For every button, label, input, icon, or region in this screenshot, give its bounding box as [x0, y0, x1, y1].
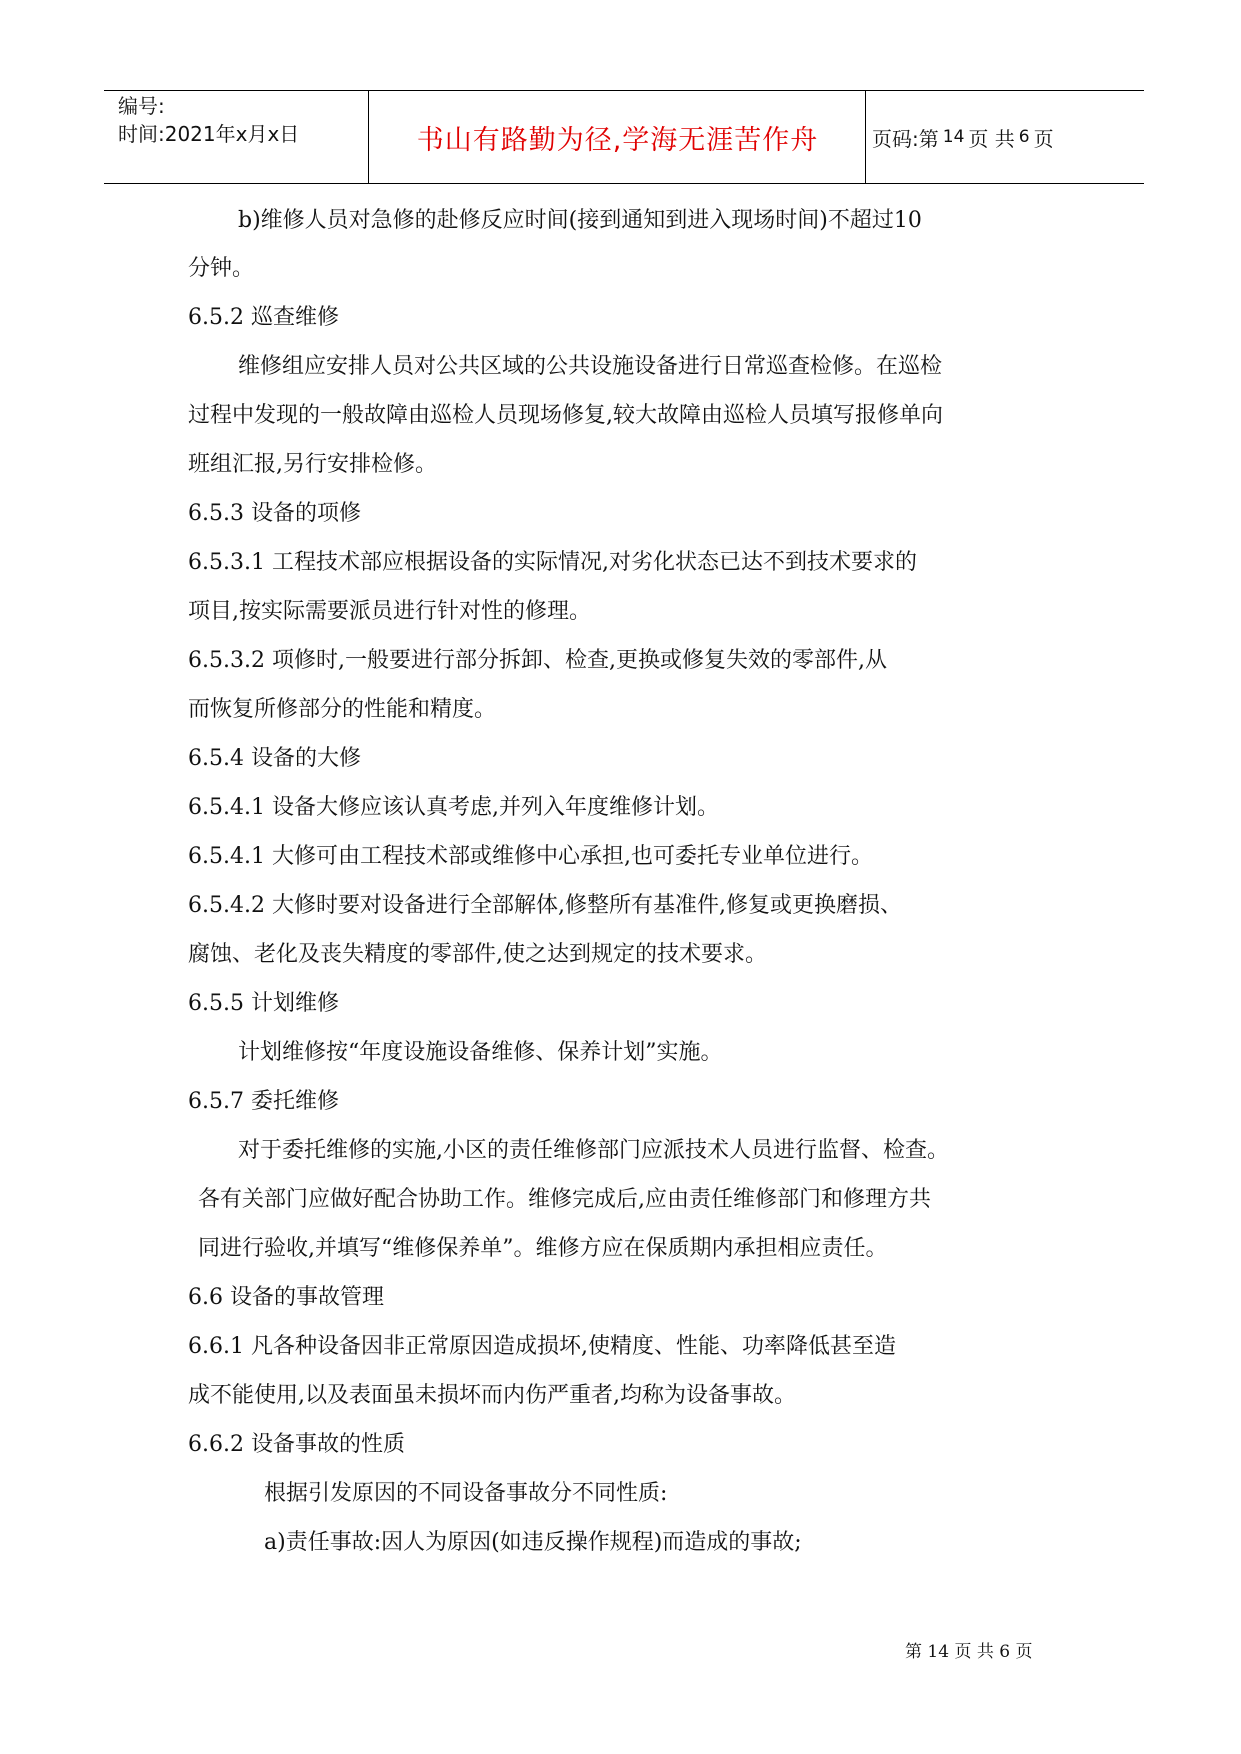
body-line: 项目,按实际需要派员进行针对性的修理。 [188, 599, 591, 624]
body-line: a)责任事故:因人为原因(如违反操作规程)而造成的事故; [264, 1530, 802, 1555]
body-line: 6.5.4.2 大修时要对设备进行全部解体,修整所有基准件,修复或更换磨损、 [188, 893, 902, 918]
page-total: 6 [1018, 127, 1030, 147]
section-heading: 6.5.7 委托维修 [188, 1089, 339, 1114]
page-current: 14 [942, 127, 965, 147]
body-line: 6.5.4.1 设备大修应该认真考虑,并列入年度维修计划。 [188, 795, 719, 820]
body-line: 6.5.4.1 大修可由工程技术部或维修中心承担,也可委托专业单位进行。 [188, 844, 873, 869]
section-heading: 6.6 设备的事故管理 [188, 1285, 384, 1310]
body-line: 6.5.3.2 项修时,一般要进行部分拆卸、检查,更换或修复失效的零部件,从 [188, 648, 887, 673]
body-line: 班组汇报,另行安排检修。 [188, 452, 437, 477]
page-header [104, 90, 1144, 184]
body-line: 根据引发原因的不同设备事故分不同性质: [264, 1481, 668, 1506]
section-heading: 6.5.2 巡查维修 [188, 305, 339, 330]
body-line: 同进行验收,并填写“维修保养单”。维修方应在保质期内承担相应责任。 [198, 1236, 888, 1261]
body-line: 分钟。 [188, 256, 255, 281]
body-line: 而恢复所修部分的性能和精度。 [188, 697, 497, 722]
body-line: 过程中发现的一般故障由巡检人员现场修复,较大故障由巡检人员填写报修单向 [188, 403, 943, 428]
body-line: 6.6.1 凡各种设备因非正常原因造成损坏,使精度、性能、功率降低甚至造 [188, 1334, 896, 1359]
page-prefix: 页码:第 [872, 126, 939, 151]
header-divider [368, 91, 369, 183]
header-motto: 书山有路勤为径,学海无涯苦作舟 [416, 124, 819, 156]
body-line: 腐蚀、老化及丧失精度的零部件,使之达到规定的技术要求。 [188, 942, 767, 967]
body-line: 维修组应安排人员对公共区域的公共设施设备进行日常巡查检修。在巡检 [238, 354, 943, 379]
section-heading: 6.5.5 计划维修 [188, 991, 339, 1016]
header-page-info [872, 91, 1054, 183]
document-time-label: 时间:2021年x月x日 [118, 122, 300, 146]
body-line: 对于委托维修的实施,小区的责任维修部门应派技术人员进行监督、检查。 [238, 1138, 949, 1163]
section-heading: 6.5.4 设备的大修 [188, 746, 361, 771]
page-mid: 页 共 [968, 126, 1015, 151]
header-divider [865, 91, 866, 183]
body-line: 成不能使用,以及表面虽未损坏而内伤严重者,均称为设备事故。 [188, 1383, 796, 1408]
section-heading: 6.5.3 设备的项修 [188, 501, 361, 526]
page-footer: 第 14 页 共 6 页 [905, 1642, 1033, 1662]
body-line: 计划维修按“年度设施设备维修、保养计划”实施。 [238, 1040, 723, 1065]
document-number-label: 编号: [118, 94, 165, 118]
body-line: 6.5.3.1 工程技术部应根据设备的实际情况,对劣化状态已达不到技术要求的 [188, 550, 917, 575]
page-suffix: 页 [1033, 126, 1054, 151]
body-line: 各有关部门应做好配合协助工作。维修完成后,应由责任维修部门和修理方共 [198, 1187, 931, 1212]
body-line: b)维修人员对急修的赴修反应时间(接到通知到进入现场时间)不超过10 [238, 208, 922, 233]
section-heading: 6.6.2 设备事故的性质 [188, 1432, 405, 1457]
